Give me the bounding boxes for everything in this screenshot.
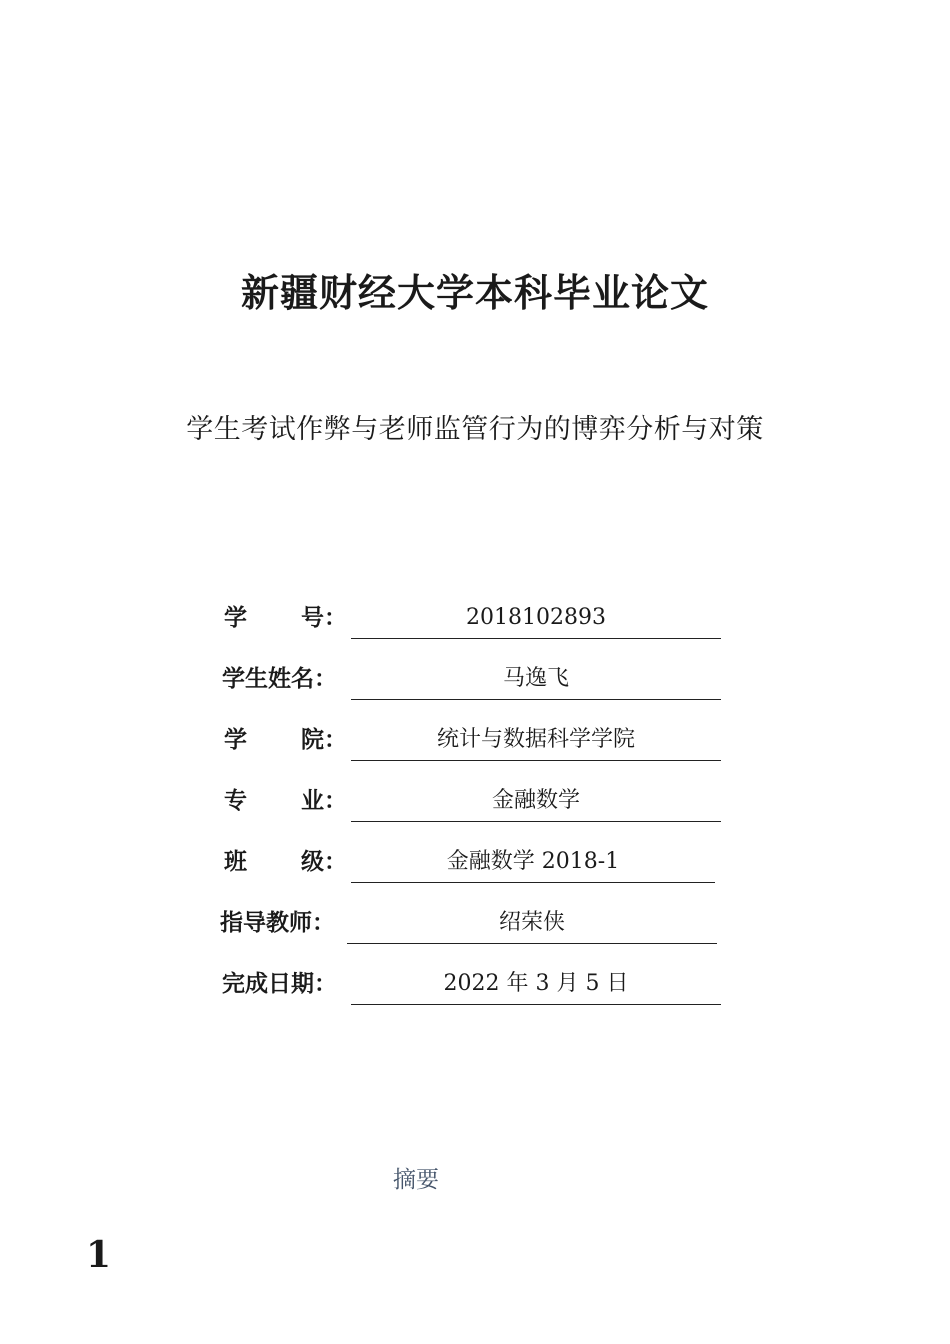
abstract-heading: 摘要 [393, 1167, 439, 1193]
student-id-label-part-2: 号： [301, 605, 347, 631]
info-row-student-id [0, 598, 950, 638]
thesis-title: 新疆财经大学本科毕业论文 [240, 271, 709, 315]
completion-date-value: 2022 年 3 月 5 日 [351, 964, 721, 1005]
student-id-label-part-1: 学 [224, 605, 247, 631]
student-name-value: 马逸飞 [351, 659, 721, 700]
class-label-part-1: 班 [224, 849, 247, 875]
major-value: 金融数学 [351, 781, 721, 822]
info-row-class [0, 842, 950, 882]
advisor-value: 绍荣侠 [347, 903, 717, 944]
college-value: 统计与数据科学学院 [351, 720, 721, 761]
info-row-major [0, 781, 950, 821]
info-row-advisor [0, 903, 950, 943]
student-name-label: 学生姓名： [222, 666, 337, 692]
major-label-part-1: 专 [224, 788, 247, 814]
info-row-college [0, 720, 950, 760]
college-label-part-1: 学 [224, 727, 247, 753]
completion-date-label: 完成日期： [222, 971, 337, 997]
class-label-part-2: 级： [301, 849, 347, 875]
student-id-value: 2018102893 [351, 598, 721, 639]
advisor-label: 指导教师： [220, 910, 335, 936]
thesis-subtitle: 学生考试作弊与老师监管行为的博弈分析与对策 [186, 414, 764, 445]
info-row-student-name [0, 659, 950, 699]
page-number: 1 [86, 1234, 112, 1276]
class-value: 金融数学 2018-1 [351, 842, 715, 883]
major-label-part-2: 业： [301, 788, 347, 814]
info-row-completion-date [0, 964, 950, 1004]
college-label-part-2: 院： [301, 727, 347, 753]
